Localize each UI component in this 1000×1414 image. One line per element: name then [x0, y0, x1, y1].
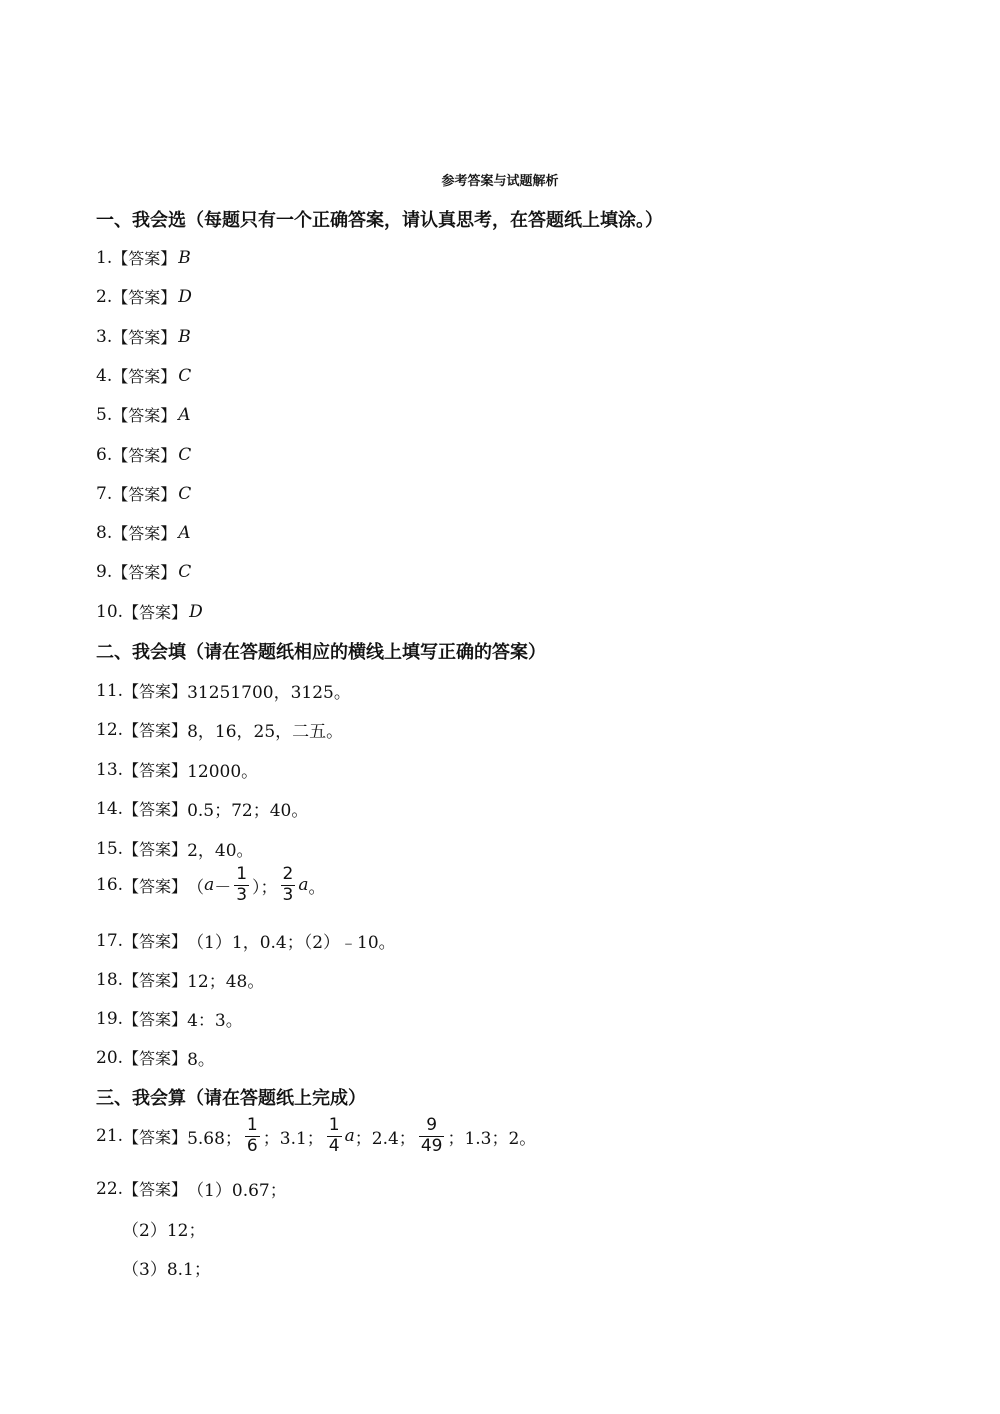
- answer-line-22-part2: [122, 1216, 205, 1241]
- answer-label: 【答案】: [123, 932, 188, 951]
- answer-value: 12000。: [187, 762, 259, 782]
- answer-label: 【答案】: [123, 603, 188, 622]
- answer-line-4: [96, 364, 191, 387]
- fraction-two-thirds: [281, 866, 296, 905]
- answer-line-6: [96, 443, 191, 466]
- answer-line-2: [96, 285, 192, 308]
- answer-value: A: [178, 404, 191, 425]
- answer-line-14: [96, 796, 308, 821]
- question-number: 1.: [96, 247, 113, 268]
- question-number: 21.: [96, 1126, 124, 1147]
- question-number: 20.: [96, 1047, 124, 1068]
- fraction-one-fourth: [327, 1117, 342, 1156]
- answer-label: 【答案】: [112, 406, 177, 425]
- answer-label: 【答案】: [112, 249, 177, 268]
- question-number: 13.: [96, 759, 124, 780]
- open-paren: （: [187, 877, 205, 898]
- answer-label: 【答案】: [123, 840, 188, 859]
- answer-value: 8。: [187, 1050, 215, 1070]
- answer-line-8: [96, 521, 191, 544]
- question-number: 4.: [96, 365, 113, 386]
- answer-line-21: [96, 1117, 536, 1156]
- question-number: 14.: [96, 798, 124, 819]
- answer-label: 【答案】: [123, 971, 188, 990]
- answer-line-11: [96, 678, 351, 703]
- answer-label: 【答案】: [123, 682, 188, 701]
- answer-line-7: [96, 482, 191, 505]
- answer-label: 【答案】: [112, 288, 177, 307]
- variable-a: a: [298, 875, 309, 896]
- answer-label: 【答案】: [123, 1049, 188, 1068]
- answer-line-22-part3: [122, 1255, 211, 1280]
- close-paren: ）；: [252, 877, 278, 898]
- answer-line-20: [96, 1045, 215, 1070]
- answer-line-5: [96, 403, 191, 426]
- numerator: 1: [246, 1115, 258, 1135]
- fraction-one-third: [234, 866, 249, 905]
- question-number: 16.: [96, 875, 124, 896]
- question-number: 7.: [96, 483, 113, 504]
- answer-text: ；2.4；: [354, 1128, 416, 1149]
- answer-label: 【答案】: [123, 876, 188, 896]
- denominator: 6: [246, 1135, 258, 1156]
- section-heading-choice: 一、我会选（每题只有一个正确答案，请认真思考，在答题纸上填涂。）: [96, 210, 663, 231]
- variable-a: a: [204, 875, 215, 896]
- answer-label: 【答案】: [112, 524, 177, 543]
- answer-line-13: [96, 757, 258, 782]
- answer-value: 4：3。: [187, 1011, 243, 1031]
- answer-label: 【答案】: [112, 446, 177, 465]
- question-number: 11.: [96, 680, 124, 701]
- question-number: 15.: [96, 838, 124, 859]
- question-number: 12.: [96, 719, 124, 740]
- answer-value: 2，40。: [187, 841, 254, 861]
- answer-text: ；1.3；2。: [447, 1128, 537, 1149]
- answer-line-9: [96, 560, 191, 583]
- answer-line-16: [96, 866, 326, 905]
- answer-label: 【答案】: [123, 1127, 188, 1147]
- denominator: 3: [236, 884, 248, 905]
- answer-line-1: [96, 246, 191, 269]
- answer-line-10: [96, 600, 203, 623]
- numerator: 9: [426, 1115, 438, 1135]
- denominator: 3: [282, 884, 294, 905]
- answer-text: 5.68；: [187, 1128, 242, 1149]
- answer-value: C: [178, 444, 192, 465]
- answer-value: B: [178, 247, 191, 268]
- denominator: 4: [328, 1135, 340, 1156]
- section-heading-calc: 三、我会算（请在答题纸上完成）: [96, 1088, 366, 1109]
- answer-value: （2）12；: [122, 1221, 206, 1241]
- answer-label: 【答案】: [123, 1180, 188, 1199]
- answer-value: A: [178, 522, 191, 543]
- answer-line-15: [96, 836, 254, 861]
- answer-value: 12；48。: [187, 972, 265, 992]
- answer-line-3: [96, 325, 191, 348]
- answer-label: 【答案】: [123, 1010, 188, 1029]
- answer-label: 【答案】: [112, 328, 177, 347]
- question-number: 5.: [96, 404, 113, 425]
- answer-line-22: [96, 1176, 287, 1201]
- answer-value: （1）0.67；: [187, 1181, 287, 1201]
- variable-a: a: [344, 1126, 355, 1147]
- question-number: 9.: [96, 561, 113, 582]
- answer-value: 0.5；72；40。: [187, 801, 309, 821]
- answer-line-18: [96, 967, 264, 992]
- numerator: 1: [328, 1115, 340, 1135]
- fraction-one-sixth: [245, 1117, 260, 1156]
- answer-value: （3）8.1；: [122, 1260, 211, 1280]
- answer-line-17: [96, 928, 396, 953]
- answer-value: C: [178, 483, 192, 504]
- numerator: 2: [282, 864, 294, 884]
- answer-text: ；3.1；: [262, 1128, 324, 1149]
- answer-label: 【答案】: [123, 721, 188, 740]
- answer-value: C: [178, 561, 192, 582]
- answer-value: C: [178, 365, 192, 386]
- question-number: 17.: [96, 930, 124, 951]
- section-heading-fill: 二、我会填（请在答题纸相应的横线上填写正确的答案）: [96, 642, 546, 663]
- fraction-nine-fortyninths: [419, 1117, 445, 1156]
- answer-label: 【答案】: [112, 485, 177, 504]
- question-number: 19.: [96, 1008, 124, 1029]
- minus-sign: －: [214, 877, 232, 898]
- answer-value: 31251700，3125。: [187, 683, 351, 703]
- period: 。: [308, 877, 326, 898]
- answer-label: 【答案】: [123, 761, 188, 780]
- answer-value: B: [178, 326, 191, 347]
- answer-value: D: [189, 601, 203, 622]
- numerator: 1: [236, 864, 248, 884]
- answer-value: （1）1，0.4；（2）﹣10。: [187, 933, 396, 953]
- answer-value: 8，16，25，二五。: [187, 722, 344, 742]
- question-number: 2.: [96, 286, 113, 307]
- denominator: 49: [420, 1135, 443, 1156]
- answer-line-12: [96, 717, 343, 742]
- answer-label: 【答案】: [112, 563, 177, 582]
- question-number: 3.: [96, 326, 113, 347]
- question-number: 18.: [96, 969, 124, 990]
- question-number: 8.: [96, 522, 113, 543]
- answer-value: D: [178, 286, 192, 307]
- question-number: 22.: [96, 1178, 124, 1199]
- question-number: 10.: [96, 601, 124, 622]
- page-title: 参考答案与试题解析: [441, 174, 559, 189]
- answer-line-19: [96, 1006, 243, 1031]
- question-number: 6.: [96, 444, 113, 465]
- answer-label: 【答案】: [112, 367, 177, 386]
- answer-label: 【答案】: [123, 800, 188, 819]
